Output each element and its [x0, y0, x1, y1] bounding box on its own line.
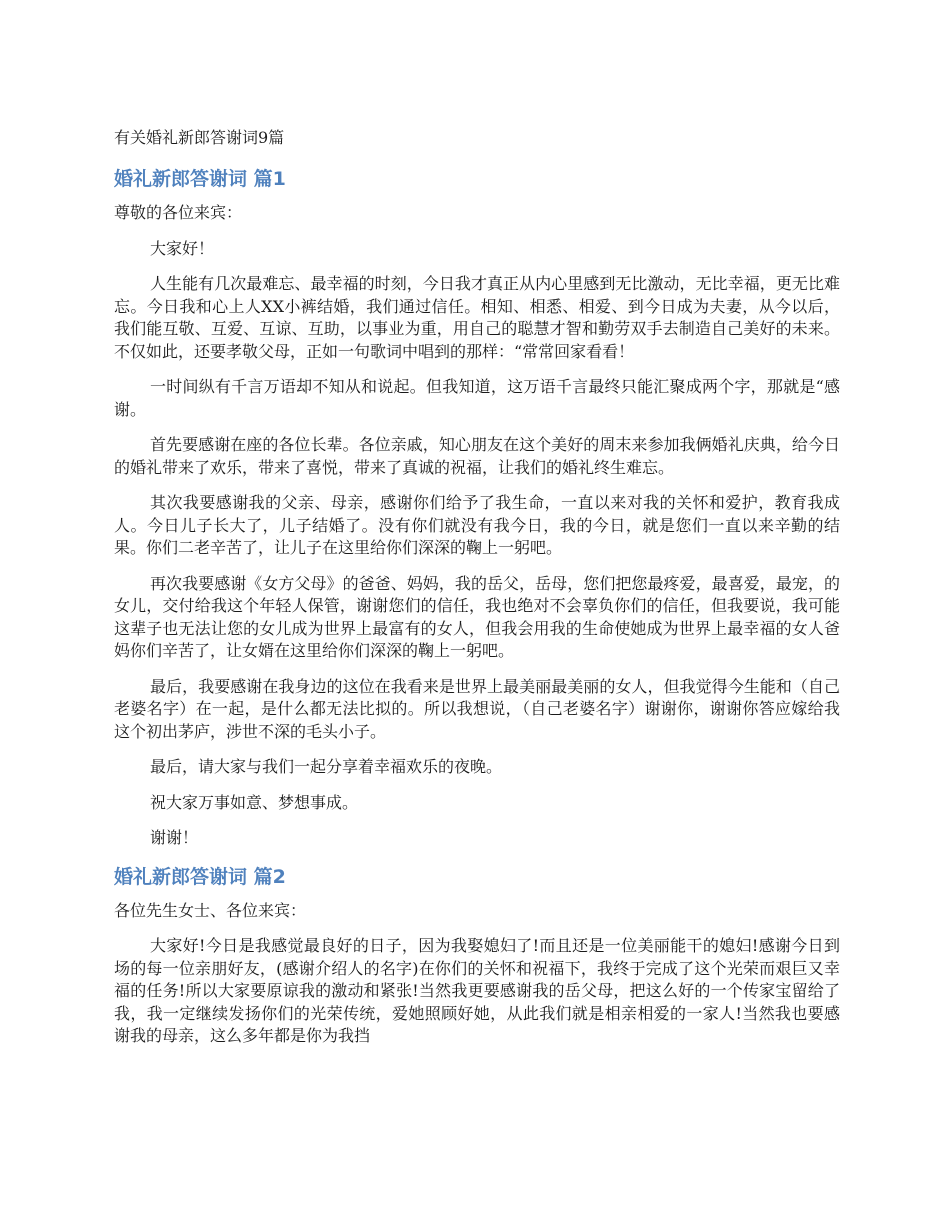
paragraph: 首先要感谢在座的各位长辈。各位亲戚，知心朋友在这个美好的周末来参加我俩婚礼庆典，给今日的婚礼带来了欢乐，带来了喜悦，带来了真诚的祝福，让我们的婚礼终生难忘。 [114, 435, 840, 477]
paragraph: 最后，我要感谢在我身边的这位在我看来是世界上最美丽最美丽的女人，但我觉得今生能和（自己老婆名字）在一起，是什么都无法比拟的。所以我想说，（自己老婆名字）谢谢你，谢谢你答应嫁给我这个初出茅庐，涉世不深的毛头小子。 [114, 676, 840, 741]
paragraph: 尊敬的各位来宾： [114, 203, 243, 222]
document-page [114, 118, 840, 1062]
paragraph: 最后，请大家与我们一起分享着幸福欢乐的夜晚。 [150, 757, 503, 776]
paragraph: 祝大家万事如意、梦想事成。 [150, 792, 359, 812]
paragraph: 大家好!今日是我感觉最良好的日子，因为我娶媳妇了!而且还是一位美丽能干的媳妇!感谢今日到场的每一位亲朋好友，(感谢介绍人的名字)在你们的关怀和祝福下，我终于完成了这个光荣而艰巨又幸福的任务!所以大家要原谅我的激动和紧张!当然我更要感谢我的岳父母，把这么好的一个传家宝留给了我，我一定继续发扬你们的光荣传统，爱她照顾好她，从此我们就是相亲相爱的一家人!当然我也要感谢我的母亲，这么多年都是你为我挡 [114, 936, 840, 1045]
section-1 [114, 166, 840, 850]
paragraph: 一时间纵有千言万语却不知从和说起。但我知道，这万语千言最终只能汇聚成两个字，那就是“感谢。 [114, 377, 840, 419]
section-heading: 婚礼新郎答谢词 篇2 [114, 865, 286, 888]
document-title: 有关婚礼新郎答谢词9篇 [114, 128, 285, 147]
paragraph: 再次我要感谢《女方父母》的爸爸、妈妈，我的岳父，岳母，您们把您最疼爱，最喜爱，最宠，的女儿，交付给我这个年轻人保管，谢谢您们的信任，我也绝对不会辜负你们的信任，但我要说，我可能这辈子也无法让您的女儿成为世界上最富有的女人，但我会用我的生命使她成为世界上最幸福的女人爸妈你们辛苦了，让女婿在这里给你们深深的鞠上一躬吧。 [114, 573, 840, 660]
paragraph: 人生能有几次最难忘、最幸福的时刻，今日我才真正从内心里感到无比激动，无比幸福，更无比难忘。今日我和心上人XX小裤结婚，我们通过信任。相知、相悉、相爱、到今日成为夫妻，从今以后，我们能互敬、互爱、互谅、互助，以事业为重，用自己的聪慧才智和勤劳双手去制造自己美好的未来。不仅如此，还要孝敬父母，正如一句歌词中唱到的那样：“常常回家看看！ [114, 274, 840, 361]
paragraph: 各位先生女士、各位来宾： [114, 900, 307, 920]
paragraph: 谢谢！ [150, 828, 199, 847]
section-2 [114, 864, 840, 1048]
section-heading: 婚礼新郎答谢词 篇1 [114, 168, 286, 190]
paragraph: 大家好！ [150, 238, 215, 258]
document-body [114, 166, 840, 1048]
paragraph: 其次我要感谢我的父亲、母亲，感谢你们给予了我生命，一直以来对我的关怀和爱护，教育我成人。今日儿子长大了，儿子结婚了。没有你们就没有我今日，我的今日，就是您们一直以来辛勤的结果。你们二老辛苦了，让儿子在这里给你们深深的鞠上一躬吧。 [114, 493, 840, 557]
